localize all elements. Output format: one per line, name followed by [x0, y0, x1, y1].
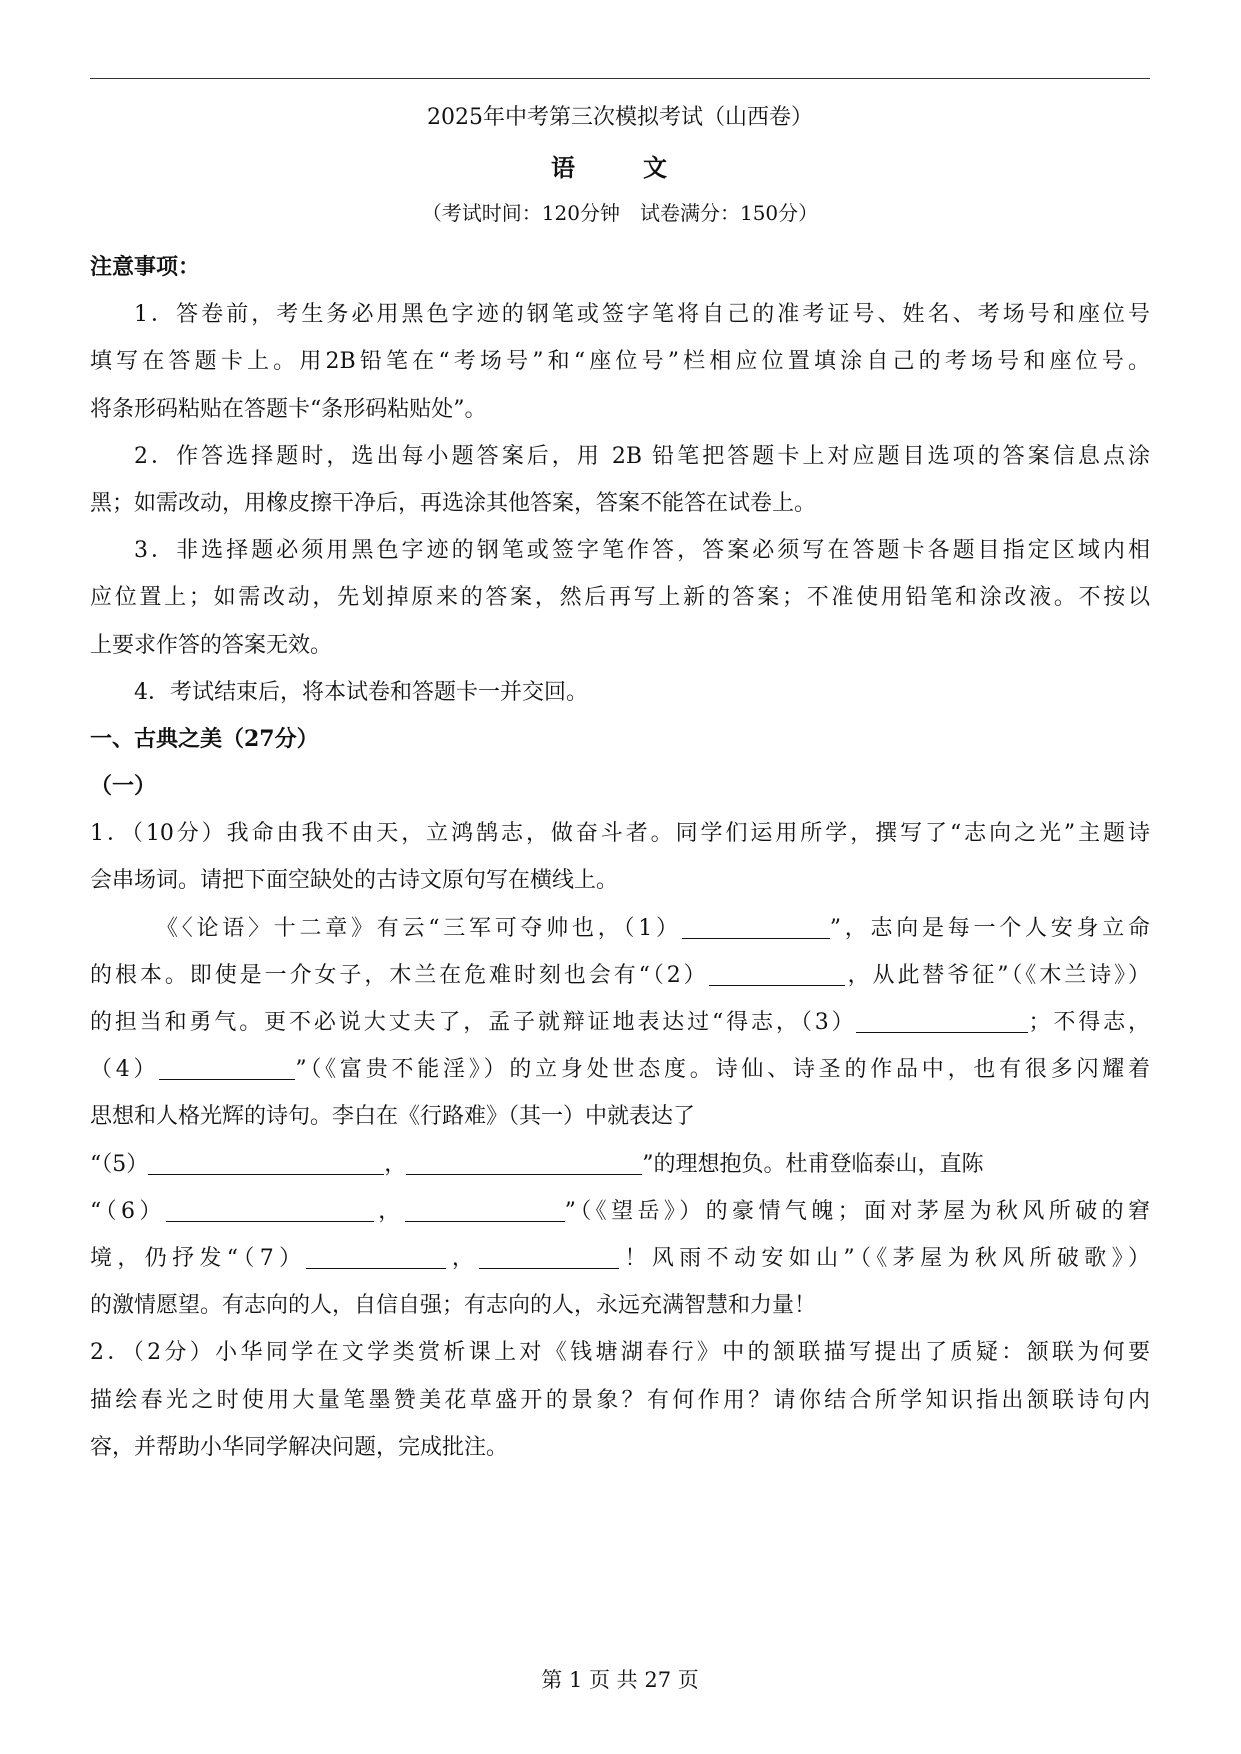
answer-blank-6b[interactable] [405, 1191, 565, 1222]
question-2-line: 描绘春光之时使用大量笔墨赞美花草盛开的景象？有何作用？请你结合所学知识指出颔联诗句内 [90, 1387, 1150, 1413]
top-rule [90, 78, 1150, 79]
fill-text: （4） [90, 1057, 160, 1083]
subject-title: 语 文 [551, 153, 689, 182]
fill-line: 思想和人格光辉的诗句。李白在《行路难》（其一）中就表达了 [90, 1104, 696, 1130]
fill-line [90, 1046, 1150, 1093]
fill-text: ， [446, 1245, 480, 1271]
fill-text: ！风雨不动安如山”（《茅屋为秋风所破歌》） [619, 1245, 1150, 1271]
fill-text: 《〈论语〉十二章》有云“三军可夺帅也，（1） [156, 915, 682, 941]
answer-blank-2[interactable] [709, 955, 845, 986]
note-line: 2．作答选择题时，选出每小题答案后，用 2B 铅笔把答题卡上对应题目选项的答案信息点涂 [134, 443, 1150, 469]
question-1-line: 会串场词。请把下面空缺处的古诗文原句写在横线上。 [90, 868, 619, 894]
note-line: 1．答卷前，考生务必用黑色字迹的钢笔或签字笔将自己的准考证号、姓名、考场号和座位号 [134, 302, 1150, 328]
fill-text: 的根本。即使是一介女子，木兰在危难时刻也会有“（2） [90, 962, 709, 988]
answer-blank-7a[interactable] [306, 1238, 446, 1269]
fill-text: ”（《富贵不能淫》）的立身处世态度。诗仙、诗圣的作品中，也有很多闪耀着 [295, 1057, 1150, 1083]
section-heading: 一、古典之美（27分） [90, 725, 319, 752]
question-2-line: 2．（2分）小华同学在文学类赏析课上对《钱塘湖春行》中的颔联描写提出了质疑：颔联为何要 [90, 1340, 1150, 1366]
question-2-line: 容，并帮助小华同学解决问题，完成批注。 [90, 1434, 509, 1460]
note-line: 填写在答题卡上。用2B铅笔在“考场号”和“座位号”栏相应位置填涂自己的考场号和座位号。 [90, 349, 1150, 375]
fill-line [90, 999, 1150, 1046]
page-footer: 第 1 页 共 27 页 [541, 1668, 699, 1692]
note-line: 3．非选择题必须用黑色字迹的钢笔或签字笔作答，答案必须写在答题卡各题目指定区域内相 [134, 538, 1150, 564]
fill-text: ”的理想抱负。杜甫登临泰山，直陈 [642, 1151, 984, 1177]
fill-line [90, 1188, 1150, 1235]
page-body [90, 244, 1150, 1471]
answer-blank-5b[interactable] [406, 1144, 642, 1175]
question-1-line: 1．（10分）我命由我不由天，立鸿鹄志，做奋斗者。同学们运用所学，撰写了“志向之光”主题诗 [90, 821, 1150, 847]
fill-text: 的担当和勇气。更不必说大丈夫了，孟子就辩证地表达过“得志，（3） [90, 1010, 857, 1035]
fill-text: 境，仍抒发“（7） [90, 1245, 307, 1271]
answer-blank-4[interactable] [159, 1049, 295, 1080]
answer-blank-1[interactable] [682, 908, 830, 939]
fill-line [90, 952, 1150, 999]
note-line: 4．考试结束后，将本试卷和答题卡一并交回。 [134, 679, 588, 705]
fill-text: ， [384, 1151, 407, 1177]
fill-text: ；不得志， [1028, 1010, 1150, 1035]
fill-line: 的激情愿望。有志向的人，自信自强；有志向的人，永远充满智慧和力量！ [90, 1293, 817, 1319]
fill-text: ”（《望岳》）的豪情气魄；面对茅屋为秋风所破的窘 [564, 1198, 1150, 1224]
answer-blank-3[interactable] [856, 1002, 1028, 1033]
answer-blank-6a[interactable] [166, 1191, 374, 1222]
note-line: 上要求作答的答案无效。 [90, 632, 333, 658]
exam-title: 2025年中考第三次模拟考试（山西卷） [427, 105, 813, 130]
answer-blank-5a[interactable] [148, 1144, 384, 1175]
fill-text: ， [373, 1198, 405, 1224]
answer-blank-7b[interactable] [479, 1238, 619, 1269]
fill-text: “（6） [90, 1198, 166, 1224]
fill-line [90, 1141, 1150, 1188]
fill-text: ，从此替爷征”（《木兰诗》） [844, 962, 1150, 988]
notes-heading: 注意事项： [90, 254, 201, 280]
fill-text: ”，志向是每一个人安身立命 [829, 915, 1150, 941]
fill-line [90, 905, 1150, 952]
subsection-heading: （一） [90, 773, 157, 800]
fill-text: “（5） [90, 1151, 149, 1177]
exam-info: （考试时间：120分钟 试卷满分：150分） [421, 201, 819, 225]
note-line: 将条形码粘贴在答题卡“条形码粘贴处”。 [90, 396, 487, 422]
note-line: 应位置上；如需改动，先划掉原来的答案，然后再写上新的答案；不准使用铅笔和涂改液。不按以 [90, 585, 1150, 611]
fill-line [90, 1235, 1150, 1282]
note-line: 黑；如需改动，用橡皮擦干净后，再选涂其他答案，答案不能答在试卷上。 [90, 490, 817, 516]
